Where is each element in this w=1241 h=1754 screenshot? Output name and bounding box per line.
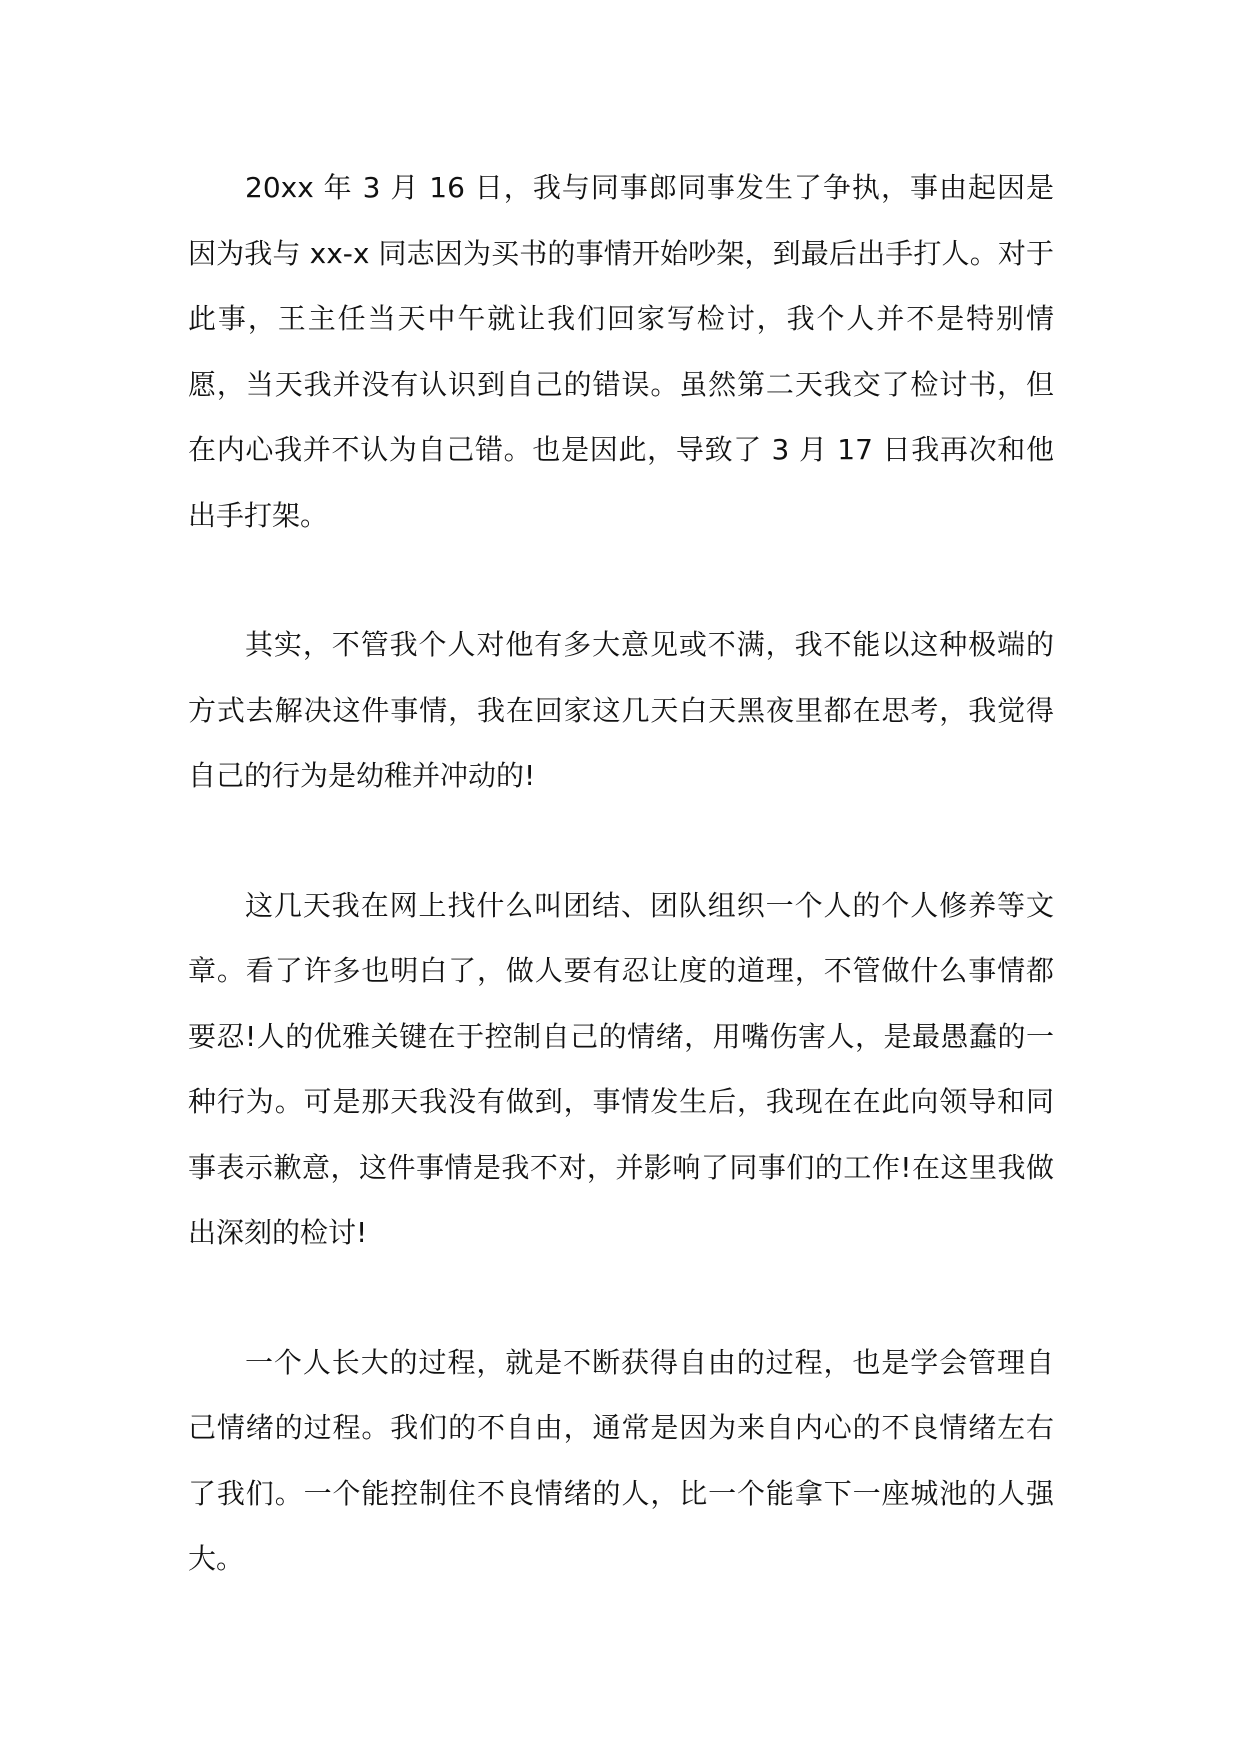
document-body: [188, 155, 1054, 1592]
paragraph-1: 20xx 年 3 月 16 日，我与同事郎同事发生了争执，事由起因是因为我与 xx-x 同志因为买书的事情开始吵架，到最后出手打人。对于此事，王主任当天中午就让我们回家写检讨，我个人并不是特别情愿，当天我并没有认识到自己的错误。虽然第二天我交了检讨书，但在内心我并不认为自己错。也是因此，导致了 3 月 17 日我再次和他出手打架。: [188, 171, 1054, 532]
paragraph-2: 其实，不管我个人对他有多大意见或不满，我不能以这种极端的方式去解决这件事情，我在回家这几天白天黑夜里都在思考，我觉得自己的行为是幼稚并冲动的!: [188, 628, 1054, 792]
paragraph-4: 一个人长大的过程，就是不断获得自由的过程，也是学会管理自己情绪的过程。我们的不自由，通常是因为来自内心的不良情绪左右了我们。一个能控制住不良情绪的人，比一个能拿下一座城池的人强大。: [188, 1345, 1054, 1575]
paragraph-3: 这几天我在网上找什么叫团结、团队组织一个人的个人修养等文章。看了许多也明白了，做人要有忍让度的道理，不管做什么事情都要忍!人的优雅关键在于控制自己的情绪，用嘴伤害人，是最愚蠢的一种行为。可是那天我没有做到，事情发生后，我现在在此向领导和同事表示歉意，这件事情是我不对，并影响了同事们的工作!在这里我做出深刻的检讨!: [188, 888, 1054, 1249]
